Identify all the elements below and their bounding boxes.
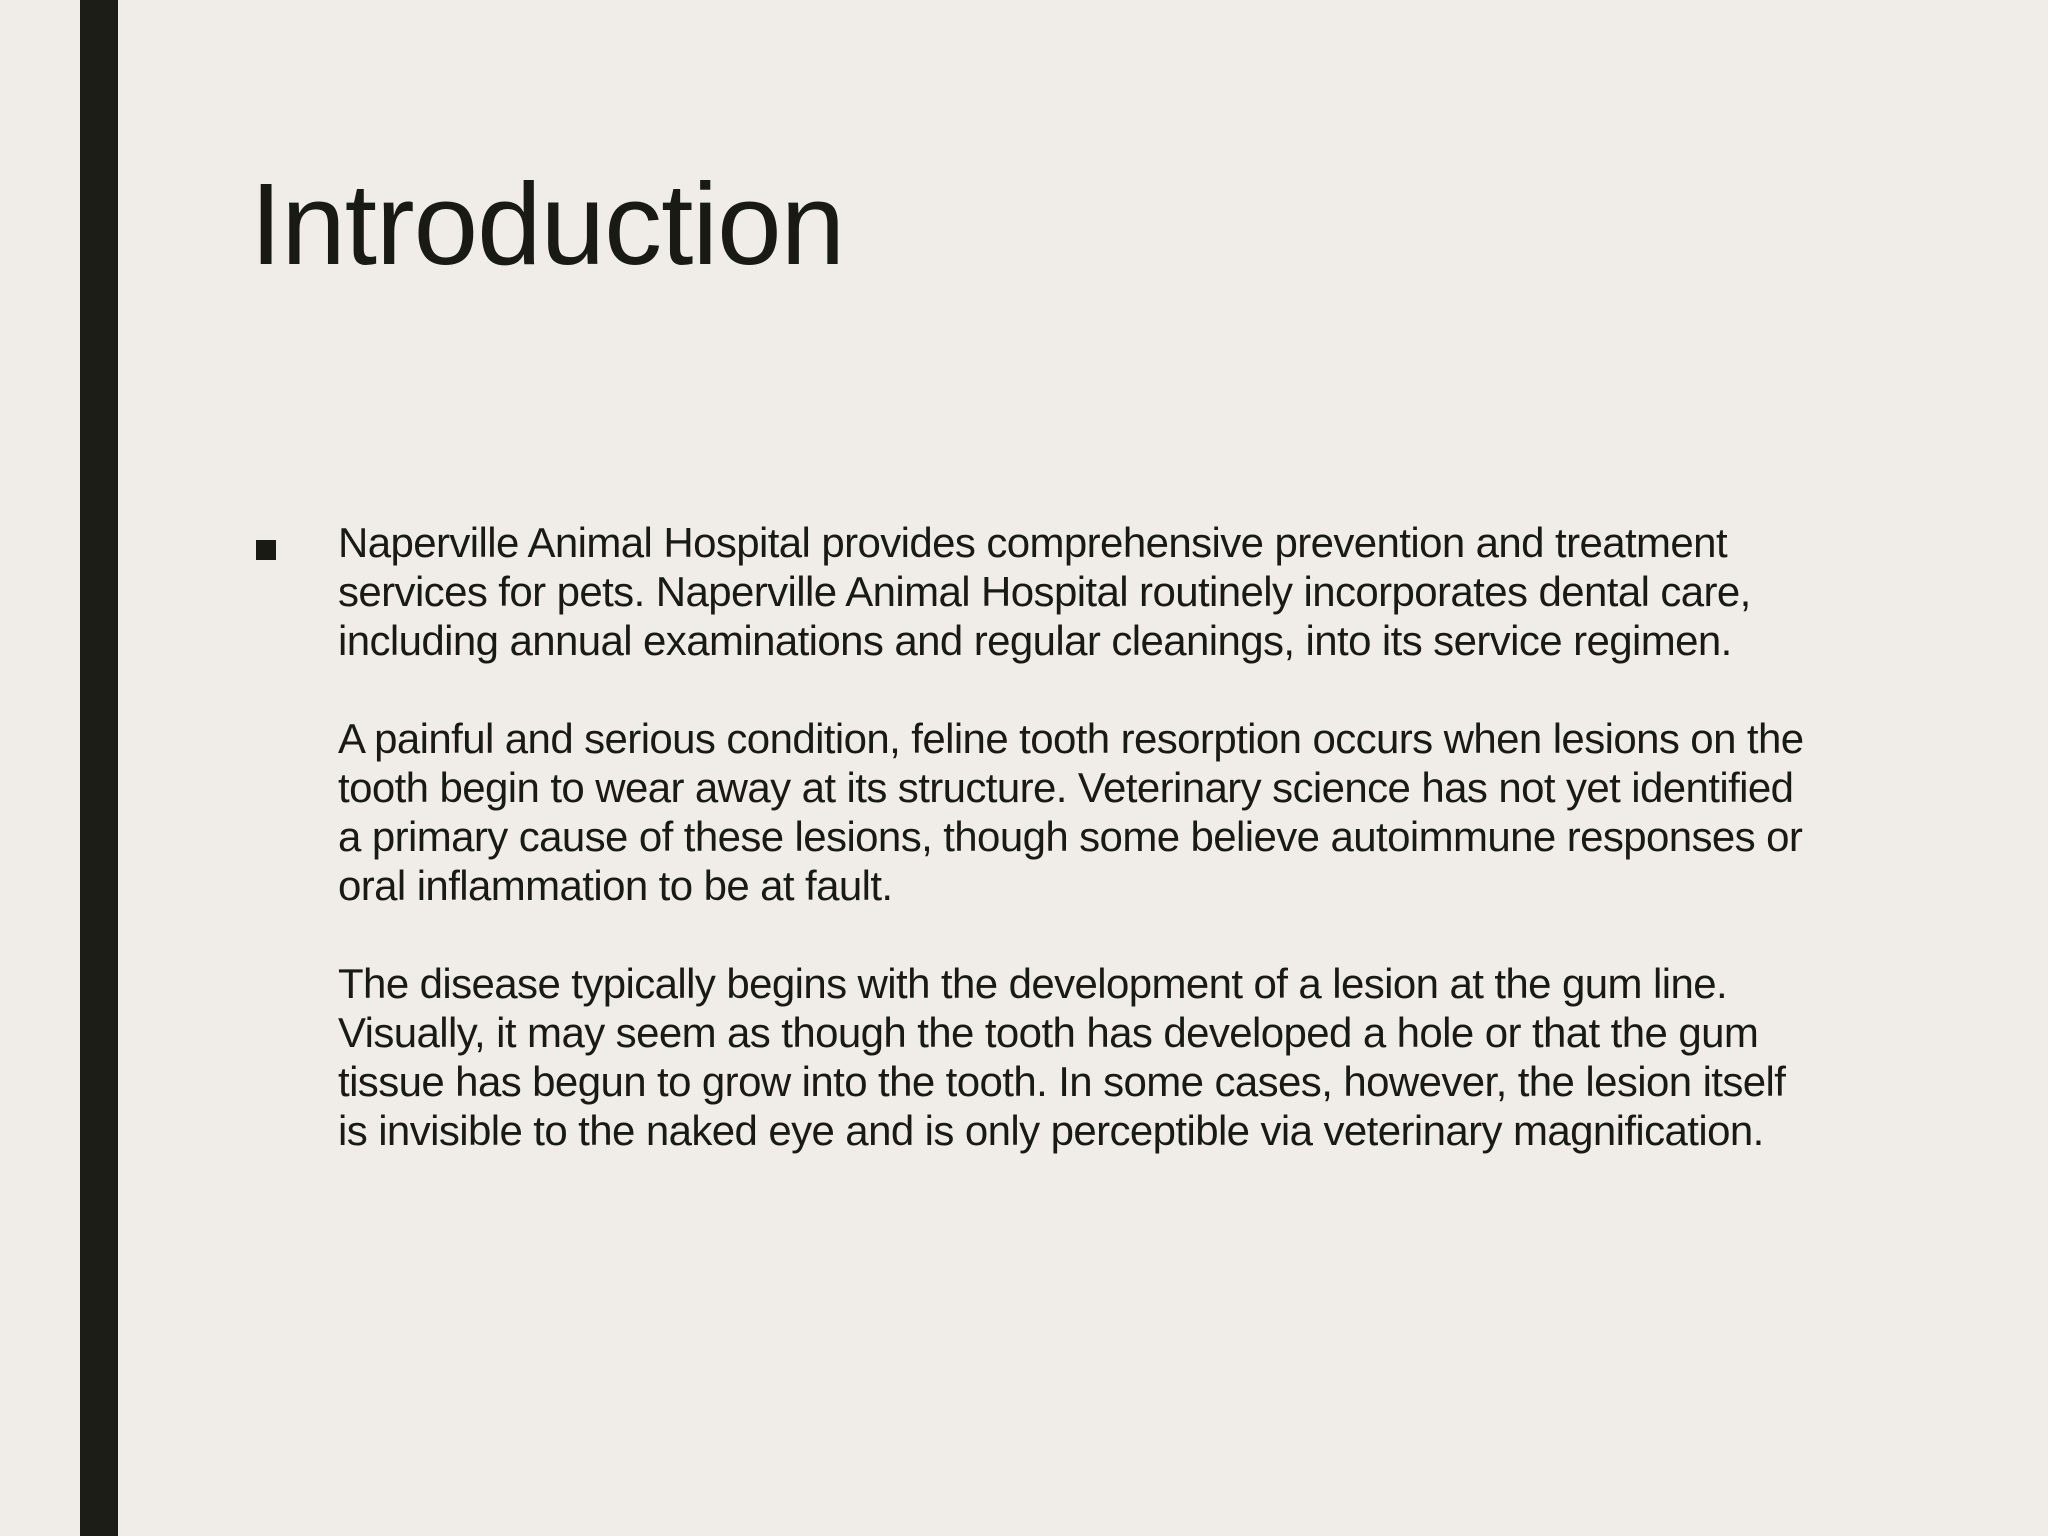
paragraph-disease-progression: The disease typically begins with the development of a lesion at the gum line. Visually, it may seem as though the tooth has developed a hole or that the gum tissue has begun to grow into the tooth. In some cases, however, the lesion itself is invisible to the naked eye and is only perceptible via veterinary magnification. <box>338 960 1786 1154</box>
paragraph-tooth-resorption: A painful and serious condition, feline tooth resorption occurs when lesions on the tooth begin to wear away at its structure. Veterinary science has not yet identified a primary cause of these lesions, though some believe autoimmune responses or oral inflammation to be at fault. <box>338 715 1804 909</box>
left-accent-bar <box>80 0 118 1536</box>
square-bullet-icon <box>256 540 276 560</box>
slide-title: Introduction <box>250 159 845 289</box>
paragraph-hospital-services: Naperville Animal Hospital provides comprehensive prevention and treatment services for pets. Naperville Animal Hospital routinely incorporates dental care, including annual examinations and regular cleanings, into its service regimen. <box>338 519 1751 664</box>
bullet-list <box>256 518 1816 1155</box>
bullet-item-body <box>338 518 1816 1155</box>
